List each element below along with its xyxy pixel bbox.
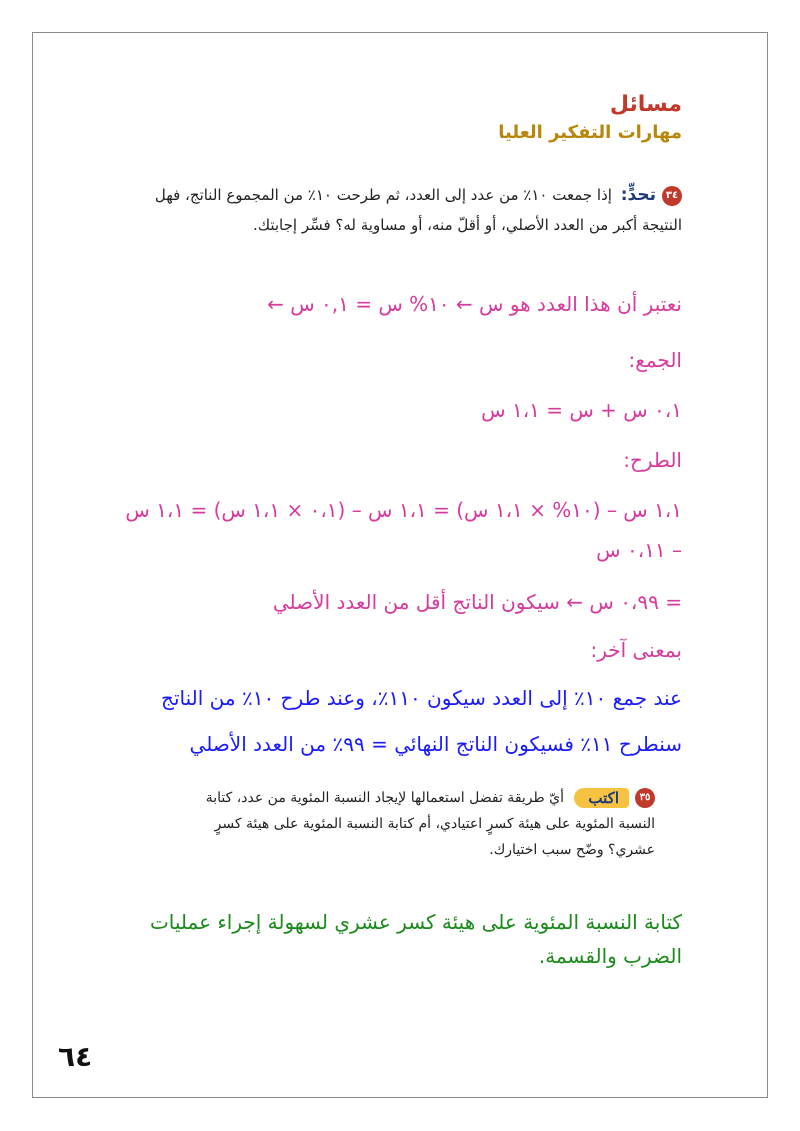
page-number: ٦٤ xyxy=(58,1040,93,1073)
question-number-badge: ٣٥ xyxy=(635,788,655,808)
write-tag: اكتب xyxy=(574,788,629,808)
other-meaning-label: بمعنى آخر: xyxy=(590,638,682,662)
section-title: مسائل xyxy=(609,92,682,117)
question-text: أيّ طريقة تفضل استعمالها لإيجاد النسبة المئوية من عدد، كتابة النسبة المئوية على هيئة كسرٍ اعتيادي، أم كتابة النسبة المئوية على هيئة كسرٍ عشري؟ وضّح سبب اختيارك. xyxy=(205,790,655,858)
question-number-badge: ٣٤ xyxy=(662,186,682,206)
question-text: إذا جمعت ١٠٪ من عدد إلى العدد، ثم طرحت ١٠٪ من المجموع الناتج، فهل النتيجة أكبر من العدد الأصلي، أو أقلّ منه، أو مساوية له؟ فسِّر إجابتك. xyxy=(154,186,682,234)
question-35 xyxy=(195,785,655,863)
explanation-line-1: عند جمع ١٠٪ إلى العدد سيكون ١١٠٪، وعند طرح ١٠٪ من الناتج xyxy=(161,686,682,710)
subtraction-equation-2: – ٠،١١ س xyxy=(596,538,682,562)
subtraction-equation-1: ١،١ س – (١٠% × ١،١ س) = ١،١ س – (٠،١ × ١،١ س) = ١،١ س xyxy=(125,498,682,522)
answer-35: كتابة النسبة المئوية على هيئة كسر عشري لسهولة إجراء عمليات الضرب والقسمة. xyxy=(149,910,682,968)
question-tag: تحدٍّ: xyxy=(620,185,656,205)
subtraction-label: الطرح: xyxy=(623,448,682,472)
question-34 xyxy=(152,180,682,240)
section-subtitle: مهارات التفكير العليا xyxy=(498,122,682,143)
addition-label: الجمع: xyxy=(628,348,682,372)
addition-equation: ٠،١ س + س = ١،١ س xyxy=(481,398,682,422)
solution-intro: نعتبر أن هذا العدد هو س ← ١٠% س = ٠,١ س ← xyxy=(267,292,682,316)
result-line: = ٠،٩٩ س ← سيكون الناتج أقل من العدد الأصلي xyxy=(272,590,682,614)
explanation-line-2: سنطرح ١١٪ فسيكون الناتج النهائي = ٩٩٪ من العدد الأصلي xyxy=(189,732,682,756)
